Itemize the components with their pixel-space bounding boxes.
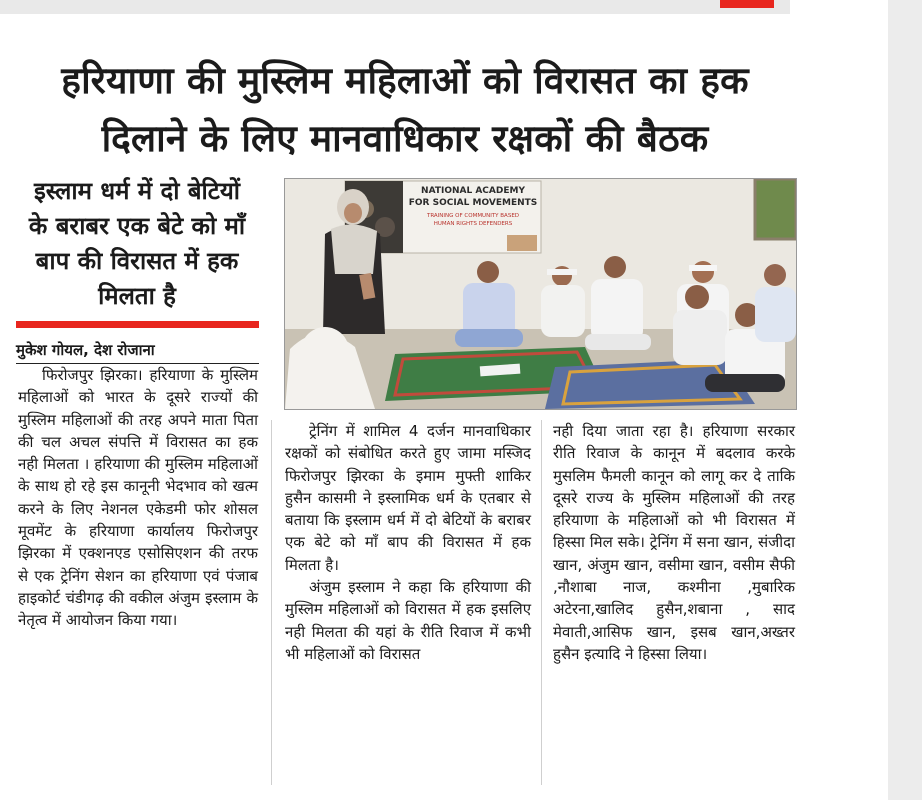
- subheadline: [14, 174, 260, 314]
- column-divider-1: [271, 420, 272, 785]
- column-3-paragraph: नही दिया जाता रहा है। हरियाणा सरकार रीति रिवाज के कानून में बदलाव करके मुसलिम फैमली कानून को लागू कर दे ताकि दूसरे राज्य के मुस्लिम महिलाओं की तरह हरियाणा के महिलाओं को भी विरासत में हिस्सा मिल सके। ट्रेनिंग में सना खान, संजीदा खान, अंजुम खान, वसीमा खान, वसीम सैफी ,नौशाबा नाज, कश्मीना ,मुबारिक अटेरना,खालिद हुसैन,शबाना , साद मेवाती,आसिफ खान, इसब खान,अख्तर हुसैन इत्यादि ने हिस्सा लिया।: [553, 422, 795, 663]
- headline-line-2: दिलाने के लिए मानवाधिकार रक्षकों की बैठक: [101, 117, 709, 160]
- top-red-tab: [720, 0, 774, 8]
- subhead-line-1: इस्लाम धर्म में दो बेटियों: [34, 177, 240, 205]
- article-column-3: [553, 420, 795, 665]
- banner-line-2: FOR SOCIAL MOVEMENTS: [408, 198, 538, 208]
- headline-line-1: हरियाणा की मुस्लिम महिलाओं को विरासत का हक: [61, 59, 749, 102]
- browser-top-bar: [0, 0, 790, 14]
- subhead-line-2: के बराबर एक बेटे को माँ: [28, 212, 246, 240]
- red-divider: [16, 321, 259, 328]
- column-1-paragraph: फिरोजपुर झिरका। हरियाणा के मुस्लिम महिलाओं को भारत के दूसरे राज्यों की मुस्लिम महिलाओं की तरह अपने माता पिता की चल अचल संपत्ति में विरासत का हक नही मिलता । हरियाणा की मुस्लिम महिलाओं के साथ हो रहे इस कानूनी भेदभाव को खत्म करने के लिए नेशनल एकेडमी फोर शोसल मूवमेंट के हरियाणा कार्यालय फिरोजपुर झिरका में एक्शनएड एसोसिएशन की तरफ से एक ट्रेनिंग सेशन का हरियाणा एवं पंजाब हाइकोर्ट चंडीगढ़ की वकील अंजुम इस्लाम के नेतृत्व में आयोजन किया गया।: [18, 366, 258, 630]
- byline: मुकेश गोयल, देश रोजाना: [16, 338, 259, 364]
- banner-line-4: HUMAN RIGHTS DEFENDERS: [433, 221, 513, 227]
- article-column-2: [285, 420, 531, 665]
- banner-line-1: NATIONAL ACADEMY: [421, 186, 525, 196]
- subhead-line-3: बाप की विरासत में हक: [35, 247, 239, 275]
- banner-line-3: TRAINING OF COMMUNITY BASED: [426, 213, 520, 219]
- meeting-photo-illustration: [285, 179, 796, 409]
- column-2-paragraph-1: ट्रेनिंग में शामिल 4 दर्जन मानवाधिकार रक्षकों को संबोधित करते हुए जामा मस्जिद फिरोजपुर झिरका के इमाम मुफ्ती शाकिर हुसैन कासमी ने इस्लामिक धर्म के एतबार से बताया कि इस्लाम धर्म में दो बेटियों के बराबर एक बेटे को माँ बाप की विरासत में हक मिलता है।: [285, 422, 531, 574]
- subhead-line-4: मिलता है: [98, 282, 176, 310]
- column-divider-2: [541, 420, 542, 785]
- right-margin-strip: [888, 0, 922, 800]
- column-2-paragraph-2: अंजुम इस्लाम ने कहा कि हरियाणा की मुस्लिम महिलाओं को विरासत में हक इसलिए नही मिलता की यहां के रीति रिवाज में कभी भी महिलाओं को विरासत: [285, 578, 531, 663]
- news-photo: [284, 178, 797, 410]
- headline: [10, 52, 800, 168]
- article-column-1: [18, 364, 258, 632]
